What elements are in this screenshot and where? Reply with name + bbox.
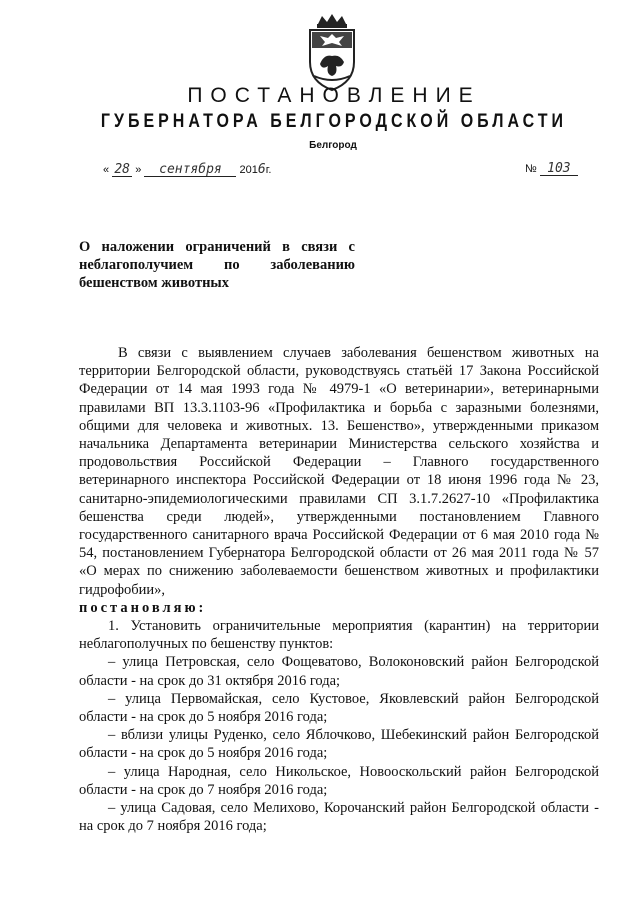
list-item: – улица Садовая, село Мелихово, Корочанский район Белгородской области - на срок до 7 ноября 2016 года; — [79, 800, 599, 835]
date-day: 28 — [112, 163, 132, 177]
decree-word: постановляю: — [79, 599, 207, 616]
date-year-unit: г. — [265, 164, 272, 176]
date-month: сентября — [144, 163, 236, 177]
heading-line-3: бешенством животных — [79, 275, 229, 291]
date-open-quote: « — [103, 164, 110, 176]
document-body — [79, 344, 599, 835]
document-title: ПОСТАНОВЛЕНИЕ — [187, 84, 481, 107]
point-1: 1. Установить ограничительные мероприятия (карантин) на территории неблагополучных по бешенству пунктов: — [79, 618, 599, 653]
coat-of-arms-icon — [298, 14, 366, 92]
list-item: – вблизи улицы Руденко, село Яблочково, Шебекинский район Белгородской области - на срок до 5 ноября 2016 года; — [79, 727, 599, 762]
date-close-quote: » — [135, 164, 142, 176]
list-item: – улица Петровская, село Фощеватово, Волоконовский район Белгородской области - на срок до 31 октября 2016 года; — [79, 654, 599, 689]
date-year-prefix: 201 — [239, 164, 258, 176]
date-line — [103, 162, 271, 177]
document-number — [525, 162, 578, 176]
number-value: 103 — [540, 162, 578, 176]
document-subtitle: ГУБЕРНАТОРА БЕЛГОРОДСКОЙ ОБЛАСТИ — [100, 111, 568, 132]
number-label: № — [525, 163, 537, 175]
heading-line-1: О наложении ограничений в связи с — [79, 239, 355, 255]
heading-line-2: неблагополучием по заболеванию — [79, 257, 355, 273]
list-item: – улица Первомайская, село Кустовое, Яковлевский район Белгородской области - на срок до 5 ноября 2016 года; — [79, 690, 599, 726]
document-heading — [79, 238, 355, 292]
intro-paragraph: В связи с выявлением случаев заболевания бешенством животных на территории Белгородской области, руководствуясь статьёй 17 Закона Российской Федерации от 14 мая 1993 года № 4979-1 «О ветеринарии», ветеринарными правилами ВП 13.3.1103-96 «Профилактика и борьба с заразными болезнями, общими для человека и животных. 13. Бешенство», утвержденными приказом начальника Департамента ветеринарии Министерства сельского хозяйства и продовольствия Российской Федерации – Главного государственного ветеринарного инспектора Российской Федерации от 18 июня 1996 года № 23, санитарно-эпидемиологическими правилами СП 3.1.7.2627-10 «Профилактика бешенства среди людей», утвержденными постановлением Главного государственного санитарного врача Российской Федерации от 6 мая 2010 года № 54, постановлением Губернатора Белгородской области от 26 мая 2011 года № 57 «О мерах по снижению заболеваемости бешенством животных и профилактики гидрофобии», — [79, 345, 599, 598]
date-year-suffix: 6 — [257, 162, 266, 177]
city-label: Белгород — [309, 140, 357, 151]
list-item: – улица Народная, село Никольское, Новооскольский район Белгородской области - на срок до 7 ноября 2016 года; — [79, 763, 599, 798]
